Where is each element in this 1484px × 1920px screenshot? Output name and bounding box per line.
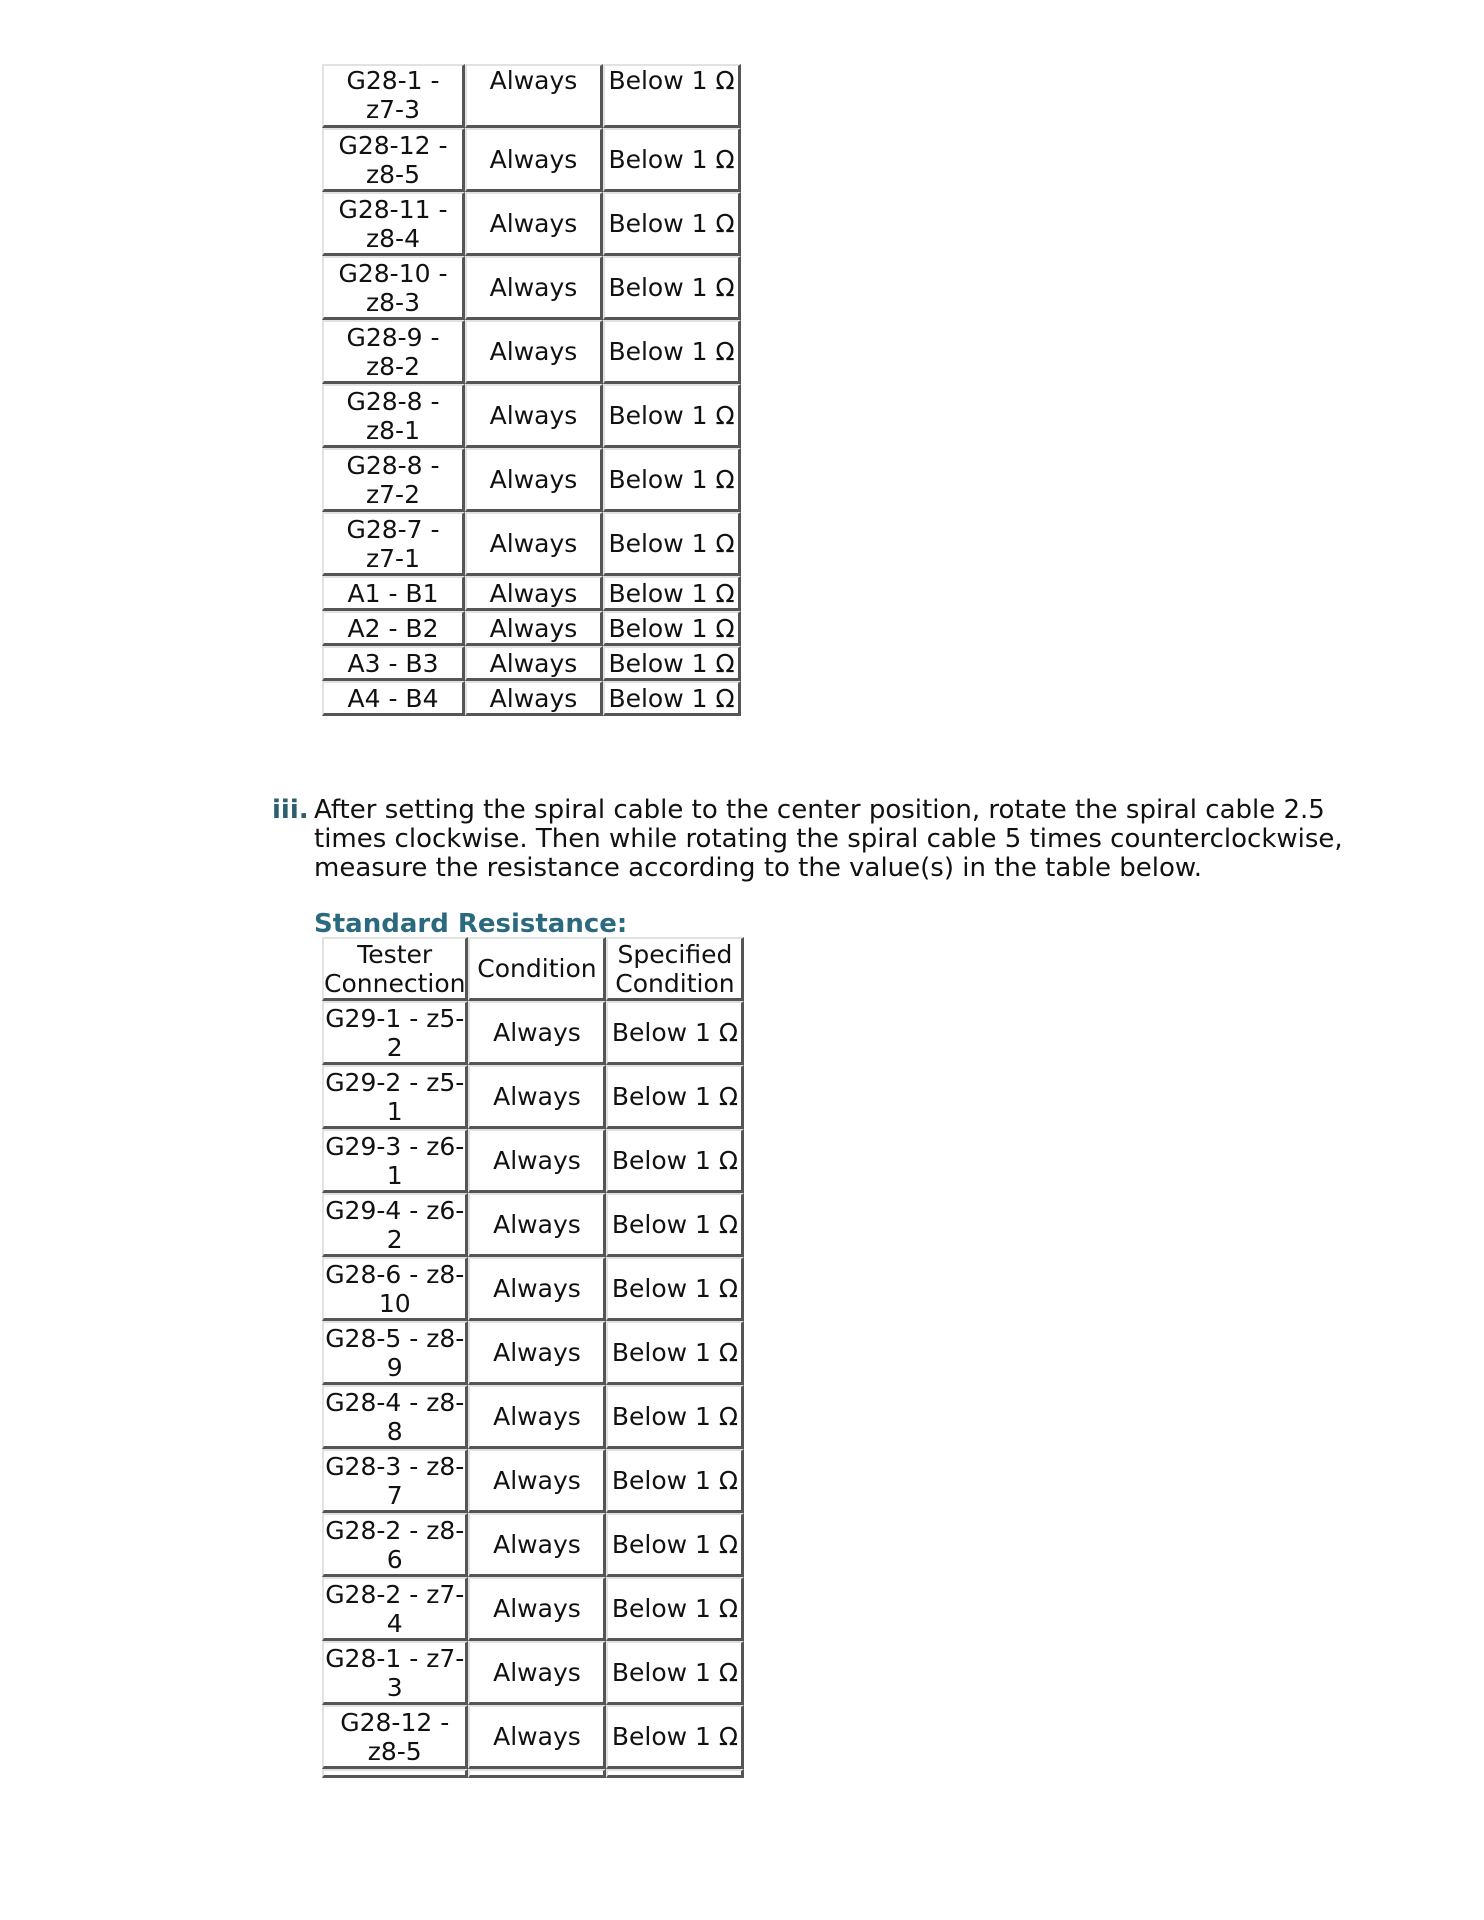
specified-condition-cell: Below 1 Ω bbox=[606, 1321, 744, 1385]
condition-cell: Always bbox=[468, 1001, 606, 1065]
empty-cell bbox=[322, 1769, 468, 1778]
condition-cell: Always bbox=[468, 1257, 606, 1321]
condition-cell: Always bbox=[465, 128, 603, 192]
table-row bbox=[322, 1705, 744, 1769]
condition-cell: Always bbox=[468, 1449, 606, 1513]
tester-connection-cell: G28-11 - z8-4 bbox=[322, 192, 465, 256]
table-row bbox=[322, 1065, 744, 1129]
tester-connection-cell: G28-3 - z8-7 bbox=[322, 1449, 468, 1513]
tester-connection-cell: G28-8 - z8-1 bbox=[322, 384, 465, 448]
specified-condition-cell: Below 1 Ω bbox=[606, 1001, 744, 1065]
condition-cell: Always bbox=[465, 192, 603, 256]
step-instruction: After setting the spiral cable to the center position, rotate the spiral cable 2.5 times clockwise. Then while rotating the spiral cable 5 times counterclockwise, measure the resistance according to the value(s) in the table below. bbox=[314, 795, 1343, 883]
tester-connection-cell: A1 - B1 bbox=[322, 576, 465, 611]
table-row bbox=[322, 64, 741, 128]
condition-cell: Always bbox=[465, 448, 603, 512]
tester-connection-cell: G29-2 - z5-1 bbox=[322, 1065, 468, 1129]
tester-connection-cell: G29-3 - z6-1 bbox=[322, 1129, 468, 1193]
specified-condition-cell: Below 1 Ω bbox=[606, 1065, 744, 1129]
table-row bbox=[322, 256, 741, 320]
table-row bbox=[322, 1257, 744, 1321]
specified-condition-cell: Below 1 Ω bbox=[606, 1449, 744, 1513]
condition-cell: Always bbox=[465, 512, 603, 576]
condition-cell: Always bbox=[465, 320, 603, 384]
header-specified-condition: Specified Condition bbox=[606, 937, 744, 1001]
tester-connection-cell: G28-2 - z7-4 bbox=[322, 1577, 468, 1641]
tester-connection-cell: G28-8 - z7-2 bbox=[322, 448, 465, 512]
specified-condition-cell: Below 1 Ω bbox=[603, 384, 741, 448]
condition-cell: Always bbox=[468, 1705, 606, 1769]
condition-cell: Always bbox=[468, 1641, 606, 1705]
condition-cell: Always bbox=[465, 64, 603, 128]
table-row bbox=[322, 1385, 744, 1449]
table-row bbox=[322, 611, 741, 646]
specified-condition-cell: Below 1 Ω bbox=[606, 1385, 744, 1449]
table-row bbox=[322, 192, 741, 256]
tester-connection-cell: G28-12 - z8-5 bbox=[322, 1705, 468, 1769]
specified-condition-cell: Below 1 Ω bbox=[603, 128, 741, 192]
condition-cell: Always bbox=[468, 1321, 606, 1385]
condition-cell: Always bbox=[468, 1065, 606, 1129]
standard-resistance-table bbox=[322, 937, 744, 1778]
tester-connection-cell: A3 - B3 bbox=[322, 646, 465, 681]
specified-condition-cell: Below 1 Ω bbox=[606, 1513, 744, 1577]
header-condition: Condition bbox=[468, 937, 606, 1001]
table-row bbox=[322, 512, 741, 576]
table-row bbox=[322, 646, 741, 681]
tester-connection-cell: G28-1 - z7-3 bbox=[322, 1641, 468, 1705]
step-number: iii. bbox=[272, 795, 309, 825]
condition-cell: Always bbox=[468, 1513, 606, 1577]
tester-connection-cell: G28-7 - z7-1 bbox=[322, 512, 465, 576]
condition-cell: Always bbox=[468, 1577, 606, 1641]
specified-condition-cell: Below 1 Ω bbox=[603, 576, 741, 611]
tester-connection-cell: G28-1 - z7-3 bbox=[322, 64, 465, 128]
table-row bbox=[322, 681, 741, 716]
table-row bbox=[322, 320, 741, 384]
condition-cell: Always bbox=[465, 611, 603, 646]
specified-condition-cell: Below 1 Ω bbox=[603, 646, 741, 681]
table-row bbox=[322, 1321, 744, 1385]
specified-condition-cell: Below 1 Ω bbox=[606, 1641, 744, 1705]
tester-connection-cell: G28-4 - z8-8 bbox=[322, 1385, 468, 1449]
table-row bbox=[322, 1577, 744, 1641]
specified-condition-cell: Below 1 Ω bbox=[603, 611, 741, 646]
condition-cell: Always bbox=[465, 576, 603, 611]
specified-condition-cell: Below 1 Ω bbox=[606, 1257, 744, 1321]
condition-cell: Always bbox=[465, 384, 603, 448]
condition-cell: Always bbox=[465, 681, 603, 716]
specified-condition-cell: Below 1 Ω bbox=[606, 1193, 744, 1257]
table-row bbox=[322, 1641, 744, 1705]
header-tester-connection: Tester Connection bbox=[322, 937, 468, 1001]
tester-connection-cell: G29-4 - z6-2 bbox=[322, 1193, 468, 1257]
table-row bbox=[322, 1513, 744, 1577]
table-continues-row bbox=[322, 1769, 744, 1778]
condition-cell: Always bbox=[465, 256, 603, 320]
specified-condition-cell: Below 1 Ω bbox=[603, 681, 741, 716]
specified-condition-cell: Below 1 Ω bbox=[606, 1129, 744, 1193]
condition-cell: Always bbox=[468, 1385, 606, 1449]
tester-connection-cell: G28-9 - z8-2 bbox=[322, 320, 465, 384]
condition-cell: Always bbox=[468, 1193, 606, 1257]
specified-condition-cell: Below 1 Ω bbox=[603, 64, 741, 128]
tester-connection-cell: G28-12 - z8-5 bbox=[322, 128, 465, 192]
tester-connection-cell: A4 - B4 bbox=[322, 681, 465, 716]
empty-cell bbox=[606, 1769, 744, 1778]
specified-condition-cell: Below 1 Ω bbox=[603, 256, 741, 320]
specified-condition-cell: Below 1 Ω bbox=[606, 1705, 744, 1769]
specified-condition-cell: Below 1 Ω bbox=[603, 320, 741, 384]
condition-cell: Always bbox=[468, 1129, 606, 1193]
table-row bbox=[322, 576, 741, 611]
table-row bbox=[322, 448, 741, 512]
specified-condition-cell: Below 1 Ω bbox=[603, 448, 741, 512]
table-row bbox=[322, 384, 741, 448]
resistance-table-continued bbox=[322, 64, 741, 716]
tester-connection-cell: G28-2 - z8-6 bbox=[322, 1513, 468, 1577]
table-row bbox=[322, 1001, 744, 1065]
tester-connection-cell: A2 - B2 bbox=[322, 611, 465, 646]
tester-connection-cell: G29-1 - z5-2 bbox=[322, 1001, 468, 1065]
empty-cell bbox=[468, 1769, 606, 1778]
table-row bbox=[322, 1193, 744, 1257]
condition-cell: Always bbox=[465, 646, 603, 681]
table-row bbox=[322, 128, 741, 192]
tester-connection-cell: G28-5 - z8-9 bbox=[322, 1321, 468, 1385]
specified-condition-cell: Below 1 Ω bbox=[606, 1577, 744, 1641]
table-header-row bbox=[322, 937, 744, 1001]
table-row bbox=[322, 1129, 744, 1193]
specified-condition-cell: Below 1 Ω bbox=[603, 512, 741, 576]
tester-connection-cell: G28-6 - z8-10 bbox=[322, 1257, 468, 1321]
specified-condition-cell: Below 1 Ω bbox=[603, 192, 741, 256]
table-row bbox=[322, 1449, 744, 1513]
tester-connection-cell: G28-10 - z8-3 bbox=[322, 256, 465, 320]
standard-resistance-heading: Standard Resistance: bbox=[314, 909, 628, 939]
